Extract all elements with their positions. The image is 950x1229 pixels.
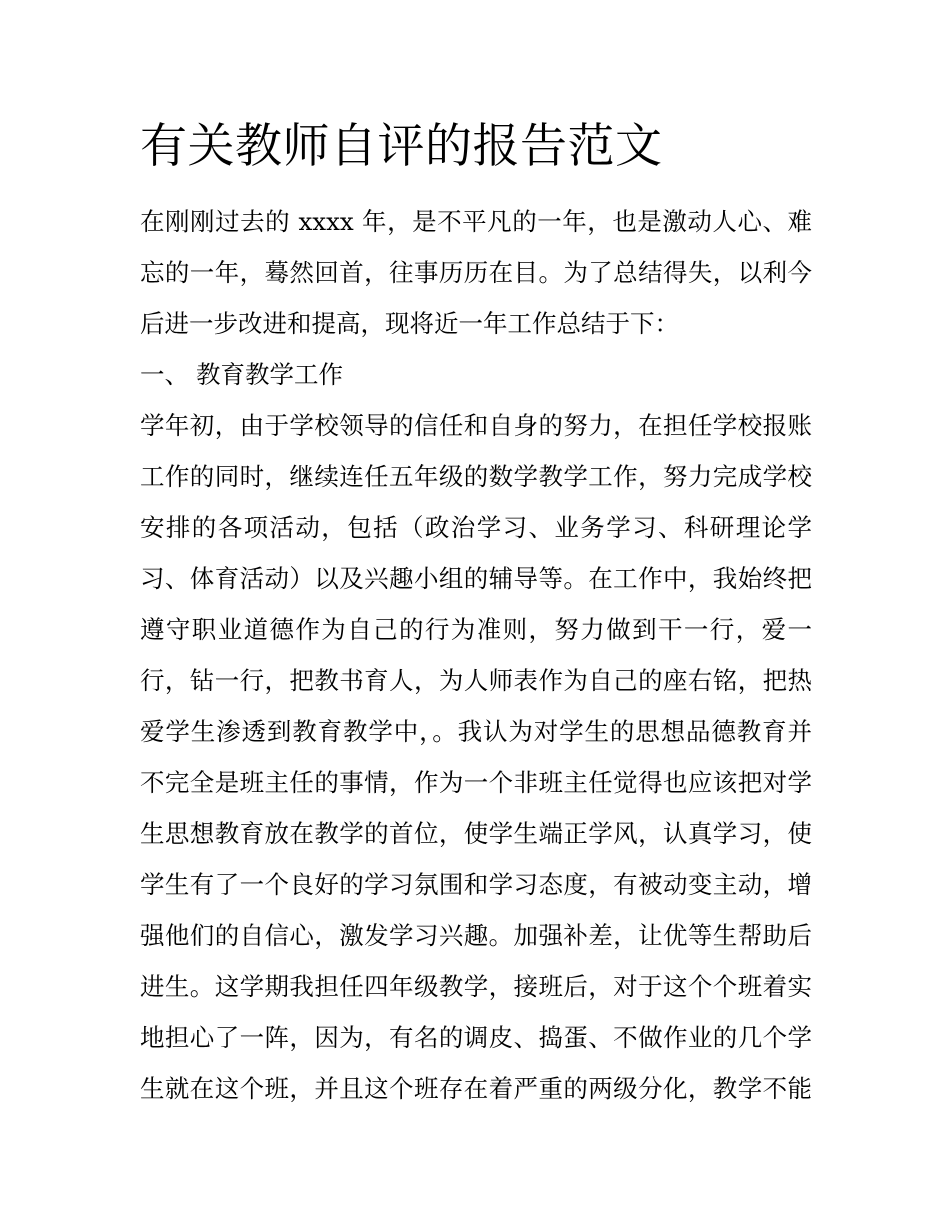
- body-line: 遵守职业道德作为自己的行为准则，努力做到干一行，爱一: [140, 615, 812, 644]
- intro-line: 后进一步改进和提高，现将近一年工作总结于下：: [140, 309, 679, 338]
- body-line: 学年初，由于学校领导的信任和自身的努力，在担任学校报账: [140, 411, 812, 440]
- body-line: 强他们的自信心，激发学习兴趣。加强补差，让优等生帮助后: [140, 921, 812, 950]
- body-line: 生思想教育放在教学的首位，使学生端正学风，认真学习，使: [140, 819, 812, 848]
- document-title: 有关教师自评的报告范文: [140, 119, 663, 174]
- body-line: 工作的同时，继续连任五年级的数学教学工作，努力完成学校: [140, 462, 812, 491]
- body-line: 生就在这个班，并且这个班存在着严重的两级分化，教学不能: [140, 1074, 812, 1103]
- intro-line: 在刚刚过去的 xxxx 年，是不平凡的一年，也是激动人心、难: [140, 207, 812, 236]
- intro-line: 忘的一年，蓦然回首，往事历历在目。为了总结得失，以利今: [140, 258, 812, 287]
- body-line: 爱学生渗透到教育教学中，。我认为对学生的思想品德教育并: [140, 717, 812, 746]
- body-line: 安排的各项活动，包括（政治学习、业务学习、科研理论学: [140, 513, 812, 542]
- body-line: 不完全是班主任的事情，作为一个非班主任觉得也应该把对学: [140, 768, 812, 797]
- section-number: 一、: [140, 360, 189, 389]
- body-line: 行，钻一行，把教书育人，为人师表作为自己的座右铭，把热: [140, 666, 812, 695]
- body-line: 学生有了一个良好的学习氛围和学习态度，有被动变主动，增: [140, 870, 812, 899]
- section-heading-text: 教育教学工作: [196, 360, 343, 389]
- body-line: 进生。这学期我担任四年级教学，接班后，对于这个个班着实: [140, 972, 812, 1001]
- body-line: 地担心了一阵，因为，有名的调皮、捣蛋、不做作业的几个学: [140, 1023, 812, 1052]
- section-heading: [140, 360, 343, 390]
- body-line: 习、体育活动）以及兴趣小组的辅导等。在工作中，我始终把: [140, 564, 812, 593]
